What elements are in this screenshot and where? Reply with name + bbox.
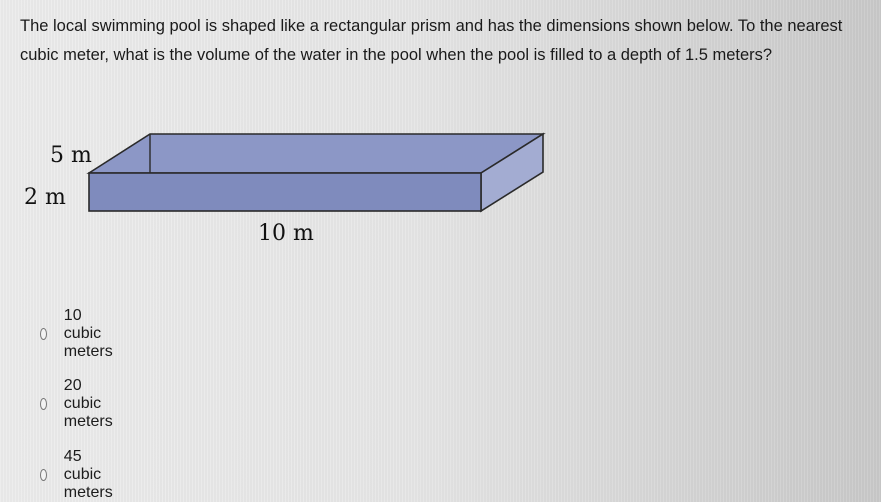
answer-option-label: 10 cubic meters [63,307,113,360]
dimension-height-label: 2 m [24,185,66,210]
prism-front-face [89,173,481,211]
radio-button-icon[interactable] [40,398,47,410]
dimension-length-label: 10 m [258,221,314,246]
prism-top-face [89,134,543,173]
question-text: The local swimming pool is shaped like a rectangular prism and has the dimensions shown below. To the nearest cubic meter, what is the volume of the water in the pool when the pool is filled to a depth of 1.5 meters? [20,17,843,64]
answer-option-label: 45 cubic meters [63,448,113,501]
dimension-width-label: 5 m [50,143,92,168]
answer-option-1[interactable] [40,307,118,361]
radio-button-icon[interactable] [40,328,47,340]
radio-button-icon[interactable] [40,469,47,481]
answer-option-label: 20 cubic meters [63,377,113,430]
answer-option-2[interactable] [40,377,118,431]
